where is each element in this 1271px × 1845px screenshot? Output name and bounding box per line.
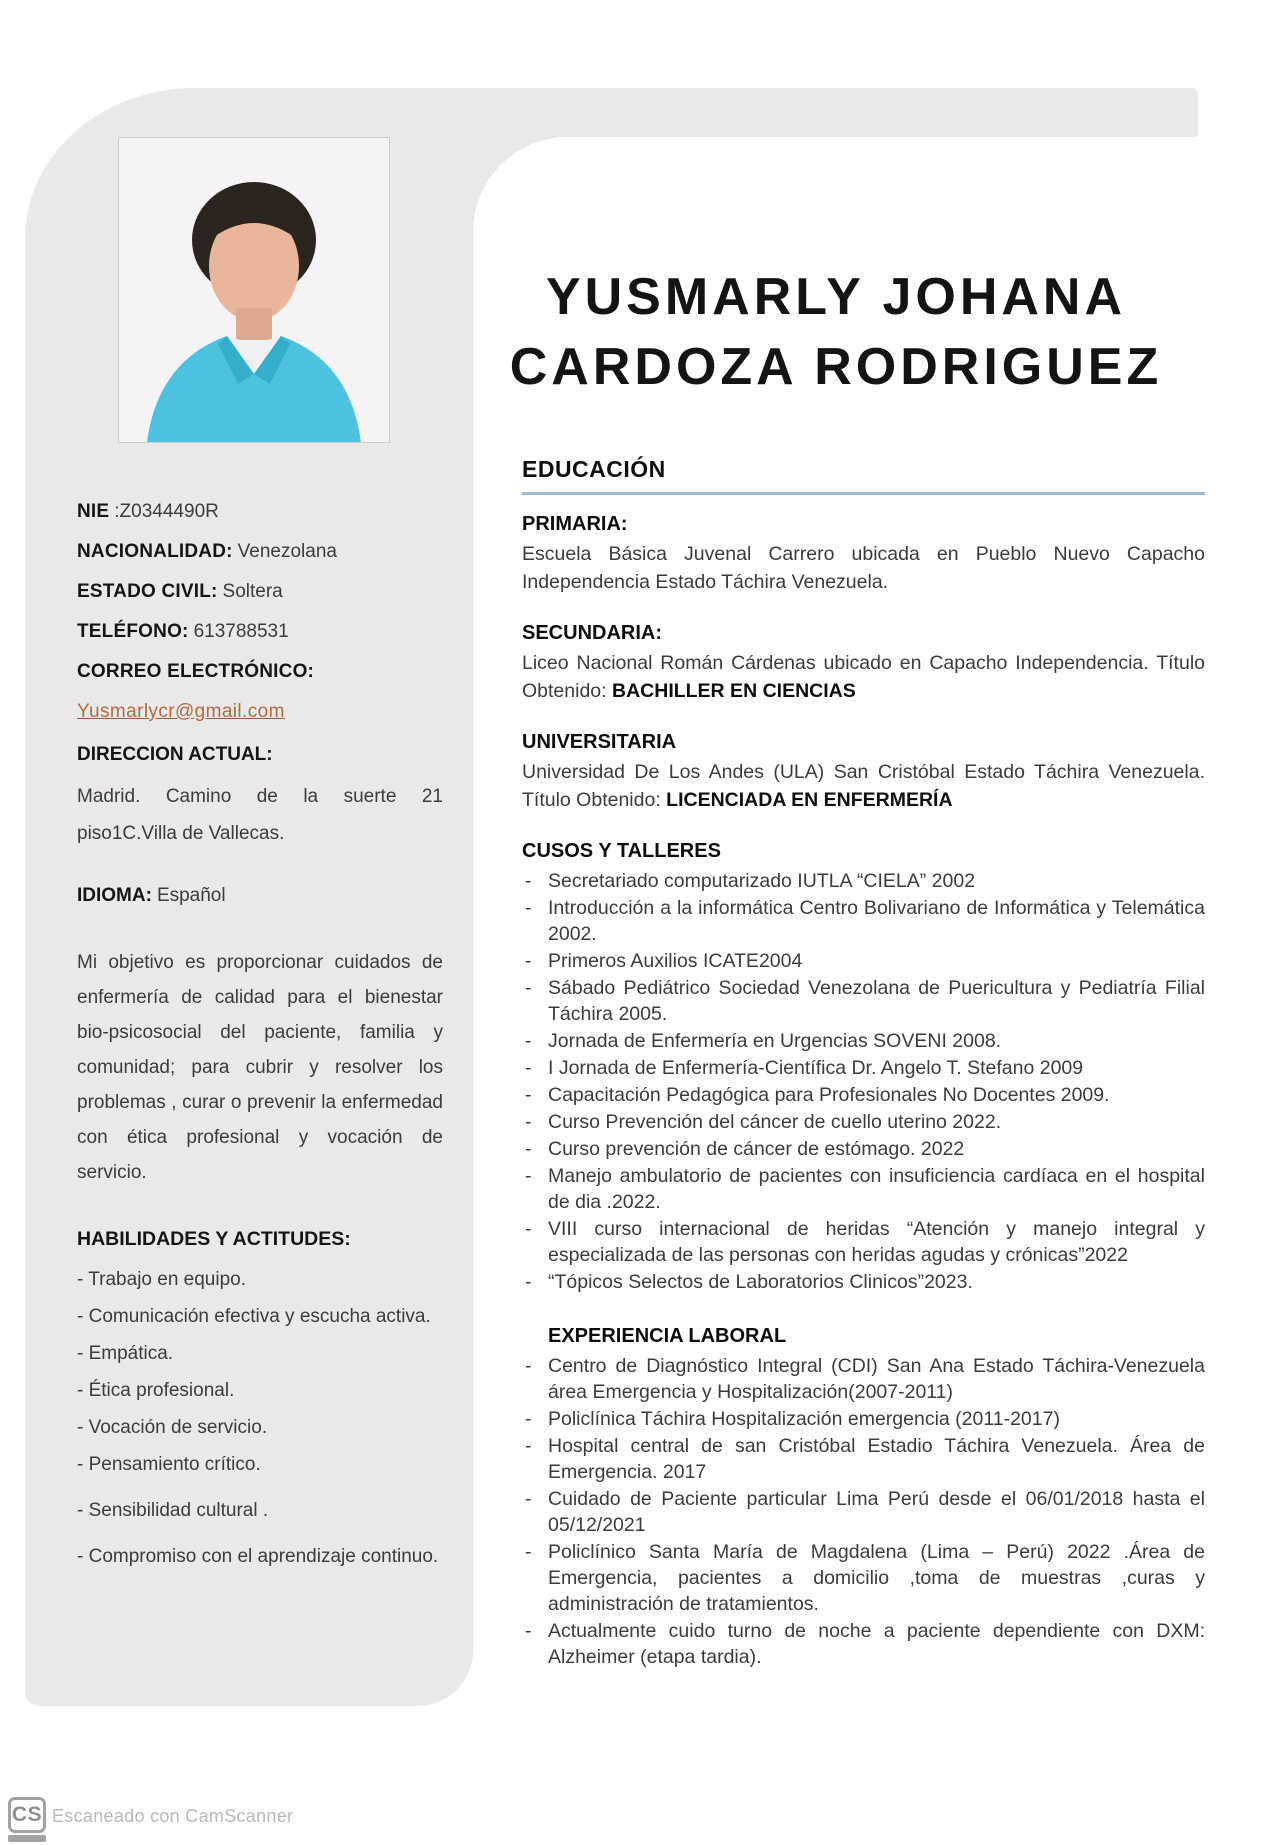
curso-item <box>522 948 1205 974</box>
bullet-dash: - <box>525 870 532 892</box>
bullet-dash: - <box>525 1030 532 1052</box>
curso-item <box>522 1109 1205 1135</box>
name-line-1: YUSMARLY JOHANA <box>545 268 1127 326</box>
secundaria-description: Liceo Nacional Román Cárdenas ubicado en Capacho Independencia. Título Obtenido: <box>522 652 1205 702</box>
curso-item-text: Curso Prevención del cáncer de cuello uterino 2022. <box>548 1111 1002 1133</box>
universitaria-text <box>522 759 1205 814</box>
contact-value: 613788531 <box>193 621 289 642</box>
contact-label: TELÉFONO: <box>77 621 189 642</box>
curso-item-text: Capacitación Pedagógica para Profesionales No Docentes 2009. <box>548 1084 1110 1106</box>
experiencia-item-text: Centro de Diagnóstico Integral (CDI) San Ana Estado Táchira-Venezuela área Emergencia y Hospitalización(2007-2011) <box>548 1355 1205 1403</box>
sidebar-content <box>77 498 443 1577</box>
primaria-title: PRIMARIA: <box>522 513 628 535</box>
contact-label: ESTADO CIVIL: <box>77 581 218 602</box>
curso-item <box>522 1163 1205 1215</box>
skill-item: - Vocación de servicio. <box>77 1417 268 1438</box>
curso-item-text: “Tópicos Selectos de Laboratorios Clinicos”2023. <box>548 1271 973 1293</box>
curso-item <box>522 1136 1205 1162</box>
universitaria-degree: LICENCIADA EN ENFERMERÍA <box>666 788 953 811</box>
address-text: Madrid. Camino de la suerte 21 piso1C.Villa de Vallecas. <box>77 786 443 844</box>
curso-item <box>522 975 1205 1027</box>
skills-list <box>77 1263 443 1574</box>
bullet-dash: - <box>525 1620 532 1642</box>
bullet-dash: - <box>525 1165 532 1187</box>
education-heading: EDUCACIÓN <box>522 456 1205 495</box>
secundaria-title: SECUNDARIA: <box>522 622 662 644</box>
bullet-dash: - <box>525 1111 532 1133</box>
primaria-text: Escuela Básica Juvenal Carrero ubicada en Pueblo Nuevo Capacho Independencia Estado Táchira Venezuela. <box>522 543 1205 593</box>
curso-item <box>522 1055 1205 1081</box>
experiencia-item <box>522 1486 1205 1538</box>
contact-line <box>77 658 443 685</box>
experiencia-title: EXPERIENCIA LABORAL <box>548 1325 787 1347</box>
idioma-label: IDIOMA: <box>77 885 152 906</box>
skill-item: - Empática. <box>77 1343 174 1364</box>
name-line-2: CARDOZA RODRIGUEZ <box>509 338 1163 396</box>
curso-item-text: Primeros Auxilios ICATE2004 <box>548 950 803 972</box>
portrait-illustration <box>119 138 389 442</box>
skill-item: - Sensibilidad cultural . <box>77 1500 269 1521</box>
bullet-dash: - <box>525 1057 532 1079</box>
bullet-dash: - <box>525 1271 532 1293</box>
curso-item <box>522 1028 1205 1054</box>
experiencia-item-text: Policlínico Santa María de Magdalena (Lima – Perú) 2022 .Área de Emergencia, pacientes a domicilio ,toma de muestras ,curas y administración de tratamientos. <box>548 1541 1205 1615</box>
contact-line <box>77 498 443 525</box>
curso-item <box>522 1269 1205 1295</box>
skill-item: - Ética profesional. <box>77 1380 235 1401</box>
contact-list <box>77 498 443 685</box>
bullet-dash: - <box>525 1435 532 1457</box>
secundaria-text <box>522 650 1205 705</box>
universitaria-description: Universidad De Los Andes (ULA) San Cristóbal Estado Táchira Venezuela. Título Obtenido: <box>522 761 1205 811</box>
bullet-dash: - <box>525 1488 532 1510</box>
page-title-name <box>462 262 1210 402</box>
curso-item-text: Manejo ambulatorio de pacientes con insuficiencia cardíaca en el hospital de dia .2022. <box>548 1165 1205 1213</box>
curso-item <box>522 868 1205 894</box>
bullet-dash: - <box>525 1138 532 1160</box>
experiencia-item <box>522 1539 1205 1617</box>
idioma-line <box>77 882 443 909</box>
portrait-photo <box>118 137 390 443</box>
bullet-dash: - <box>525 977 532 999</box>
experiencia-item <box>522 1353 1205 1405</box>
address-label: DIRECCION ACTUAL: <box>77 744 273 765</box>
bullet-dash: - <box>525 1355 532 1377</box>
universitaria-title: UNIVERSITARIA <box>522 731 677 753</box>
curso-item-text: Secretariado computarizado IUTLA “CIELA” 2002 <box>548 870 976 892</box>
bullet-dash: - <box>525 1084 532 1106</box>
curso-item-text: Sábado Pediátrico Sociedad Venezolana de Puericultura y Pediatría Filial Táchira 2005. <box>548 977 1205 1025</box>
experiencia-item-text: Actualmente cuido turno de noche a paciente dependiente con DXM: Alzheimer (etapa tardia). <box>548 1620 1205 1668</box>
curso-item-text: Introducción a la informática Centro Bolivariano de Informática y Telemática 2002. <box>548 897 1205 945</box>
curso-item <box>522 1216 1205 1268</box>
skill-item: - Trabajo en equipo. <box>77 1269 247 1290</box>
bullet-dash: - <box>525 897 532 919</box>
contact-line <box>77 578 443 605</box>
objective-text: Mi objetivo es proporcionar cuidados de enfermería de calidad para el bienestar bio-psicosocial del paciente, familia y comunidad; para cubrir y resolver los problemas , curar o prevenir la enfermedad con ética profesional y vocación de servicio. <box>77 952 443 1183</box>
experiencia-item-text: Policlínica Táchira Hospitalización emergencia (2011-2017) <box>548 1408 1060 1430</box>
skills-title: HABILIDADES Y ACTITUDES: <box>77 1228 351 1250</box>
camscanner-text: Escaneado con CamScanner <box>52 1806 294 1826</box>
secundaria-degree: BACHILLER EN CIENCIAS <box>611 679 856 702</box>
experiencia-item <box>522 1618 1205 1670</box>
experiencia-item-text: Cuidado de Paciente particular Lima Perú desde el 06/01/2018 hasta el 05/12/2021 <box>548 1488 1205 1536</box>
email-link[interactable]: Yusmarlycr@gmail.com <box>77 701 285 722</box>
contact-label: NIE <box>77 501 110 522</box>
contact-line <box>77 618 443 645</box>
camscanner-logo-icon: CS <box>8 1797 46 1833</box>
experiencia-item-text: Hospital central de san Cristóbal Estadio Táchira Venezuela. Área de Emergencia. 2017 <box>548 1435 1205 1483</box>
cursos-list <box>522 868 1205 1295</box>
skill-item: - Pensamiento crítico. <box>77 1454 261 1475</box>
contact-value: Soltera <box>222 581 283 602</box>
bullet-dash: - <box>525 950 532 972</box>
experiencia-item <box>522 1433 1205 1485</box>
curso-item <box>522 1082 1205 1108</box>
camscanner-badge <box>8 1797 46 1842</box>
contact-label: CORREO ELECTRÓNICO: <box>77 661 315 682</box>
skill-item: - Comunicación efectiva y escucha activa. <box>77 1306 431 1327</box>
cursos-title: CUSOS Y TALLERES <box>522 840 721 862</box>
contact-line <box>77 538 443 565</box>
curso-item <box>522 895 1205 947</box>
bullet-dash: - <box>525 1408 532 1430</box>
bullet-dash: - <box>525 1218 532 1240</box>
contact-value: Venezolana <box>237 541 337 562</box>
bullet-dash: - <box>525 1541 532 1563</box>
experiencia-list <box>522 1353 1205 1670</box>
skill-item: - Compromiso con el aprendizaje continuo. <box>77 1546 439 1567</box>
main-content <box>522 456 1205 1671</box>
curso-item-text: Jornada de Enfermería en Urgencias SOVENI 2008. <box>548 1030 1002 1052</box>
curso-item-text: I Jornada de Enfermería-Científica Dr. Angelo T. Stefano 2009 <box>548 1057 1084 1079</box>
camscanner-logo-bar <box>8 1835 46 1842</box>
experiencia-item <box>522 1406 1205 1432</box>
idioma-value: Español <box>156 885 226 906</box>
curso-item-text: VIII curso internacional de heridas “Atención y manejo integral y especializada de las personas con heridas agudas y crónicas”2022 <box>548 1218 1205 1266</box>
curso-item-text: Curso prevención de cáncer de estómago. 2022 <box>548 1138 965 1160</box>
contact-label: NACIONALIDAD: <box>77 541 233 562</box>
contact-value: :Z0344490R <box>114 501 219 522</box>
